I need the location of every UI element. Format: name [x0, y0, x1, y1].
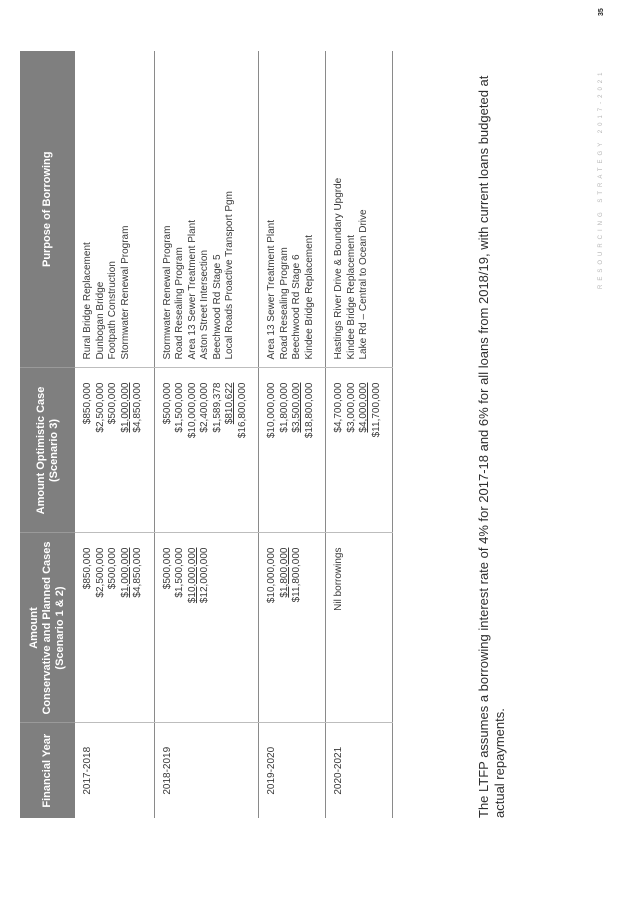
optimistic-amount-value: $2,400,000 — [199, 382, 210, 433]
optimistic-amount-value: $11,700,000 — [370, 382, 382, 438]
header-conservative-line: (Scenario 1 & 2) — [54, 586, 66, 670]
purpose-item: Area 13 Sewer Treatment Plant — [266, 219, 277, 360]
interest-rate-note: The LTFP assumes a borrowing interest rate of 4% for 2017-18 and 6% for all loans from 2018/19, with current loans budgeted at actual repayments. — [476, 75, 507, 818]
financial-year-cell: 2018-2019 — [154, 723, 259, 818]
optimistic-amount-value: $500,000 — [107, 382, 118, 425]
purpose-item: Lake Rd – Central to Ocean Drive — [358, 209, 369, 360]
table-row — [154, 51, 259, 818]
conservative-amount-value: $10,000,000 — [266, 547, 277, 604]
optimistic-amount-value: $2,500,000 — [94, 382, 106, 433]
conservative-amount-value: $500,000 — [161, 547, 173, 590]
conservative-amount-value: $1,500,000 — [174, 547, 185, 598]
header-optimistic-line: Amount Optimistic Case — [34, 386, 47, 515]
borrowing-table — [20, 51, 393, 818]
optimistic-amount-value: $1,589,378 — [211, 382, 223, 433]
purpose-item: Beechwood Rd Stage 5 — [211, 254, 223, 360]
purpose-item: Beechwood Rd Stage 6 — [291, 254, 302, 360]
optimistic-amount-cell — [154, 368, 259, 533]
optimistic-amount-value: $3,500,000 — [291, 382, 302, 433]
purpose-item: Stormwater Renewal Program — [161, 225, 173, 360]
conservative-amount-value: $500,000 — [107, 547, 118, 590]
optimistic-amount-value: $500,000 — [161, 382, 173, 425]
optimistic-amount-value: $850,000 — [82, 382, 93, 425]
purpose-item: Road Resealing Program — [278, 247, 290, 360]
optimistic-amount-value: $4,850,000 — [132, 382, 143, 433]
purpose-item: Footpath Construction — [107, 261, 118, 360]
purpose-cell — [259, 51, 326, 368]
optimistic-amount-value: $1,500,000 — [174, 382, 185, 433]
purpose-item: Kindee Bridge Replacement — [303, 234, 315, 360]
purpose-cell — [75, 51, 154, 368]
footer-text: RESOURCING STRATEGY 2017-2021 — [598, 68, 604, 289]
financial-year-cell: 2019-2020 — [259, 723, 326, 818]
conservative-amount-value: $11,800,000 — [291, 547, 302, 603]
header-optimistic-amount — [20, 368, 75, 533]
page-number: 35 — [598, 8, 605, 16]
conservative-amount-value: $12,000,000 — [199, 547, 210, 604]
conservative-amount-cell — [259, 533, 326, 723]
optimistic-amount-value: $1,000,000 — [119, 382, 131, 433]
purpose-item: Dunbogan Bridge — [94, 281, 106, 360]
table-row — [75, 51, 154, 818]
conservative-amount-value: $850,000 — [82, 547, 93, 590]
conservative-amount-cell — [75, 533, 154, 723]
conservative-amount-value: $10,000,000 — [186, 547, 198, 604]
optimistic-amount-value: $4,700,000 — [333, 382, 344, 433]
purpose-item: Road Resealing Program — [174, 247, 185, 360]
purpose-cell — [326, 51, 393, 368]
table-body — [75, 51, 393, 818]
header-financial-year: Financial Year — [20, 723, 75, 818]
conservative-amount-value: $1,000,000 — [119, 547, 131, 598]
optimistic-amount-value: $16,800,000 — [236, 382, 248, 439]
optimistic-amount-value: $18,800,000 — [303, 382, 315, 439]
optimistic-amount-cell — [259, 368, 326, 533]
header-conservative-line: Conservative and Planned Cases — [41, 541, 53, 715]
optimistic-amount-value: $4,000,000 — [358, 382, 369, 433]
purpose-item: Kindee Bridge Replacement — [345, 234, 357, 360]
header-optimistic-line: (Scenario 3) — [47, 419, 60, 482]
conservative-amount-cell — [326, 533, 393, 723]
purpose-cell — [154, 51, 259, 368]
conservative-amount-value: Nil borrowings — [333, 547, 344, 611]
header-purpose: Purpose of Borrowing — [20, 51, 75, 368]
conservative-amount-cell — [154, 533, 259, 723]
optimistic-amount-value: $3,000,000 — [345, 382, 357, 433]
optimistic-amount-value: $1,800,000 — [278, 382, 290, 433]
table-header-row — [20, 51, 75, 818]
optimistic-amount-value: $810,622 — [224, 382, 235, 425]
financial-year-cell: 2017-2018 — [75, 723, 154, 818]
header-conservative-amount — [20, 533, 75, 723]
table-row — [259, 51, 326, 818]
table-row — [326, 51, 393, 818]
purpose-item: Stormwater Renewal Program — [119, 225, 131, 360]
header-conservative-line: Amount — [28, 607, 40, 649]
optimistic-amount-cell — [75, 368, 154, 533]
optimistic-amount-value: $10,000,000 — [186, 382, 198, 439]
optimistic-amount-value: $10,000,000 — [266, 382, 277, 439]
optimistic-amount-cell — [326, 368, 393, 533]
purpose-item: Aston Street Intersection — [199, 249, 210, 360]
purpose-item: Local Roads Proactive Transport Pgm — [224, 191, 235, 360]
purpose-item: Hastings River Drive & Boundary Upgrde — [333, 177, 344, 360]
conservative-amount-value: $2,500,000 — [94, 547, 106, 598]
conservative-amount-value: $1,800,000 — [278, 547, 290, 598]
purpose-item: Rural Bridge Replacement — [82, 242, 93, 360]
conservative-amount-value: $4,850,000 — [132, 547, 143, 598]
financial-year-cell: 2020-2021 — [326, 723, 393, 818]
purpose-item: Area 13 Sewer Treatment Plant — [186, 219, 198, 360]
